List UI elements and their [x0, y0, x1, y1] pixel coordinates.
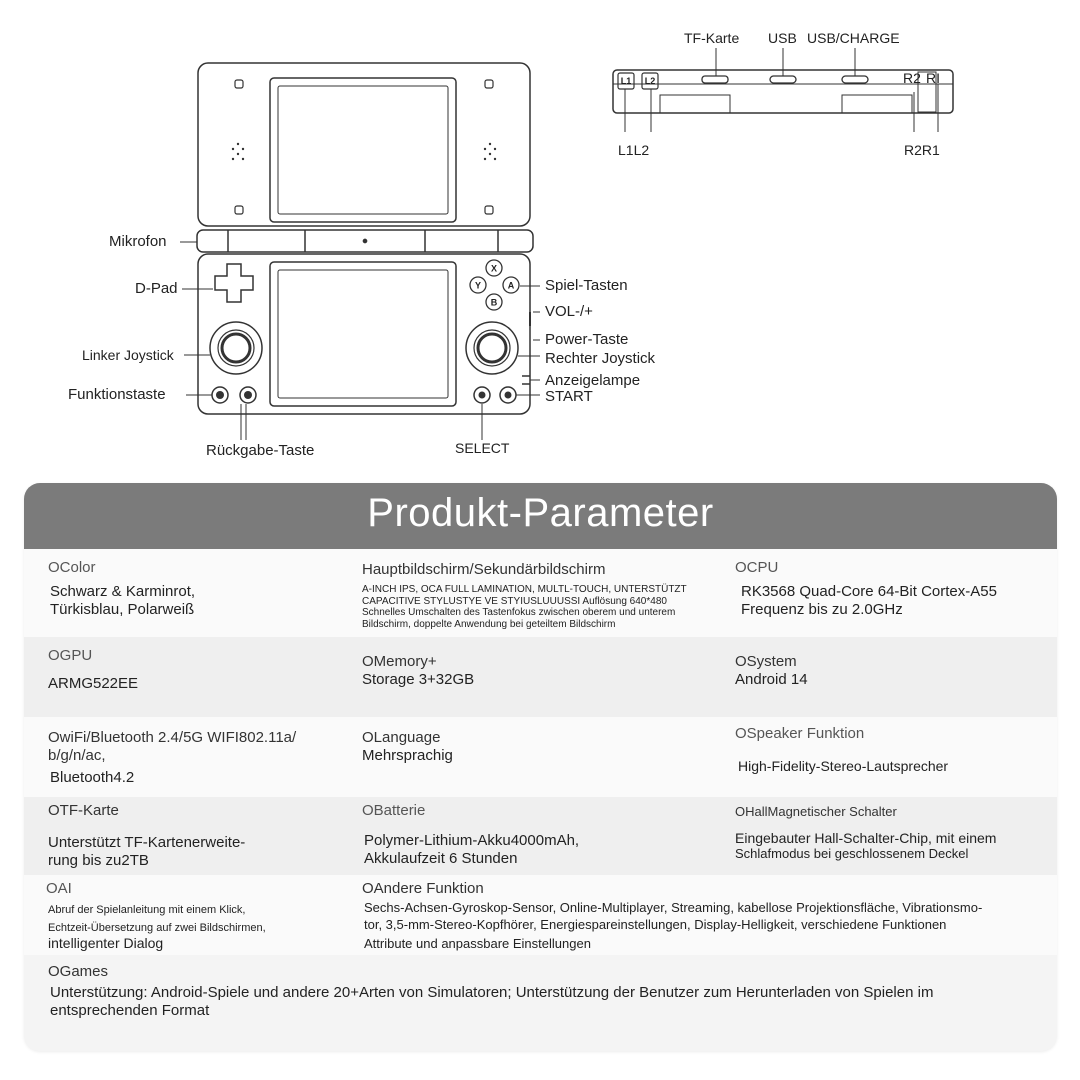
label-l1l2: L1L2 [618, 142, 650, 158]
upper-lid [198, 63, 530, 226]
row-2 [24, 637, 1057, 717]
cpu-value: RK3568 Quad-Core 64-Bit Cortex-A55 Frequenz bis zu 2.0GHz [741, 583, 997, 618]
device-diagram [0, 0, 1080, 470]
hall-value-2: Schlafmodus bei geschlossenem Deckel [735, 846, 969, 861]
row-5 [24, 875, 1057, 955]
gpu-heading: OGPU [48, 647, 93, 664]
left-speaker-icon [232, 143, 244, 160]
tf-card-slot-icon [702, 76, 728, 83]
screen-heading: Hauptbildschirm/Sekundärbildschirm [362, 561, 606, 578]
wifi-value: Bluetooth4.2 [50, 769, 135, 786]
top-l1-label: L1 [620, 76, 632, 86]
label-indicator: Anzeigelampe [545, 372, 641, 389]
system-heading: OSystem [735, 653, 797, 670]
speaker-value: High-Fidelity-Stereo-Lautsprecher [738, 758, 949, 774]
row-1 [24, 549, 1057, 637]
other-value: Sechs-Achsen-Gyroskop-Sensor, Online-Multiplayer, Streaming, kabellose Projektionsfläche, Vibrationsmo- tor, 3,5-mm-Stereo-Kopfhörer, Energiespareinstellungen, Display-Helligkeit, verschiedene Funktionen [364, 900, 983, 932]
language-value: Mehrsprachig [362, 747, 453, 764]
right-speaker-icon [484, 143, 496, 160]
label-left-joystick: Linker Joystick [82, 347, 174, 363]
upper-screen [270, 78, 456, 222]
button-a-label: A [507, 280, 515, 291]
usb-port-icon [770, 76, 796, 83]
ai-value-2: intelligenter Dialog [48, 935, 164, 951]
memory-value: Storage 3+32GB [362, 671, 475, 688]
dpad-icon [215, 264, 253, 302]
system-value: Android 14 [735, 671, 808, 688]
label-microphone: Mikrofon [109, 233, 167, 250]
label-return-key: Rückgabe-Taste [206, 442, 315, 459]
button-b-label: B [490, 297, 498, 308]
battery-heading: OBatterie [362, 802, 426, 819]
label-select: SELECT [455, 440, 510, 456]
label-volume: VOL-/+ [545, 303, 593, 320]
product-parameters-panel [24, 483, 1057, 1051]
memory-heading: OMemory+ [362, 653, 437, 670]
color-value: Schwarz & Karminrot, Türkisblau, Polarweiß [50, 583, 196, 618]
top-r2-label: R2 [903, 70, 921, 86]
label-usb: USB [768, 30, 797, 46]
language-heading: OLanguage [362, 729, 441, 746]
games-value: Unterstützung: Android-Spiele und andere 20+Arten von Simulatoren; Unterstützung der Benutzer zum Herunterladen von Spielen im entsprechenden Format [50, 984, 934, 1019]
ai-heading: OAI [46, 880, 72, 897]
screen-value: A-INCH IPS, OCA FULL LAMINATION, MULTL-TOUCH, UNTERSTÜTZT CAPACITIVE STYLUSTYE VE STYIUSLUUUSSI Auflösung 640*480 Schnelles Umschalten des Tastenfokus zwischen oberem und unterem Bildschirm, doppelte Anwendung bei geteiltem Bildschirm [362, 584, 687, 630]
microphone-icon [363, 239, 366, 242]
label-start: START [545, 388, 593, 405]
other-value-2: Attribute und anpassbare Einstellungen [364, 936, 591, 951]
panel-title: Produkt-Parameter [367, 491, 714, 535]
panel-header [24, 483, 1057, 549]
label-usb-charge: USB/CHARGE [807, 30, 900, 46]
upper-screen-glass [278, 86, 448, 214]
row-3 [24, 717, 1057, 797]
label-power: Power-Taste [545, 331, 629, 348]
usb-charge-port-icon [842, 76, 868, 83]
hall-heading: OHallMagnetischer Schalter [735, 804, 897, 819]
label-right-joystick: Rechter Joystick [545, 350, 656, 367]
wifi-heading: OwiFi/Bluetooth 2.4/5G WIFI802.11a/ b/g/n/ac, [48, 729, 297, 764]
tf-value: Unterstützt TF-Kartenerweite- rung bis zu2TB [48, 834, 246, 869]
label-tf-card: TF-Karte [684, 30, 740, 46]
lower-screen-glass [278, 270, 448, 398]
lower-screen [270, 262, 456, 406]
label-r2r1: R2R1 [904, 142, 940, 158]
color-heading: OColor [48, 559, 96, 576]
label-function-key: Funktionstaste [68, 386, 166, 403]
button-x-label: X [490, 263, 498, 274]
label-game-buttons: Spiel-Tasten [545, 277, 628, 294]
top-l2-label: L2 [644, 76, 656, 86]
top-r1-label: RI [926, 70, 940, 86]
battery-value: Polymer-Lithium-Akku4000mAh, Akkulaufzeit 6 Stunden [364, 832, 580, 867]
cpu-heading: OCPU [735, 559, 779, 576]
games-heading: OGames [48, 963, 109, 980]
label-dpad: D-Pad [135, 280, 178, 297]
speaker-heading: OSpeaker Funktion [735, 725, 865, 742]
row-4 [24, 797, 1057, 875]
tf-heading: OTF-Karte [48, 802, 119, 819]
other-heading: OAndere Funktion [362, 880, 484, 897]
ai-value: Abruf der Spielanleitung mit einem Klick, Echtzeit-Übersetzung auf zwei Bildschirmen, [48, 904, 266, 934]
gpu-value: ARMG522EE [48, 675, 139, 692]
row-6 [24, 955, 1057, 1051]
button-y-label: Y [474, 280, 482, 291]
hall-value: Eingebauter Hall-Schalter-Chip, mit einem [735, 830, 997, 846]
